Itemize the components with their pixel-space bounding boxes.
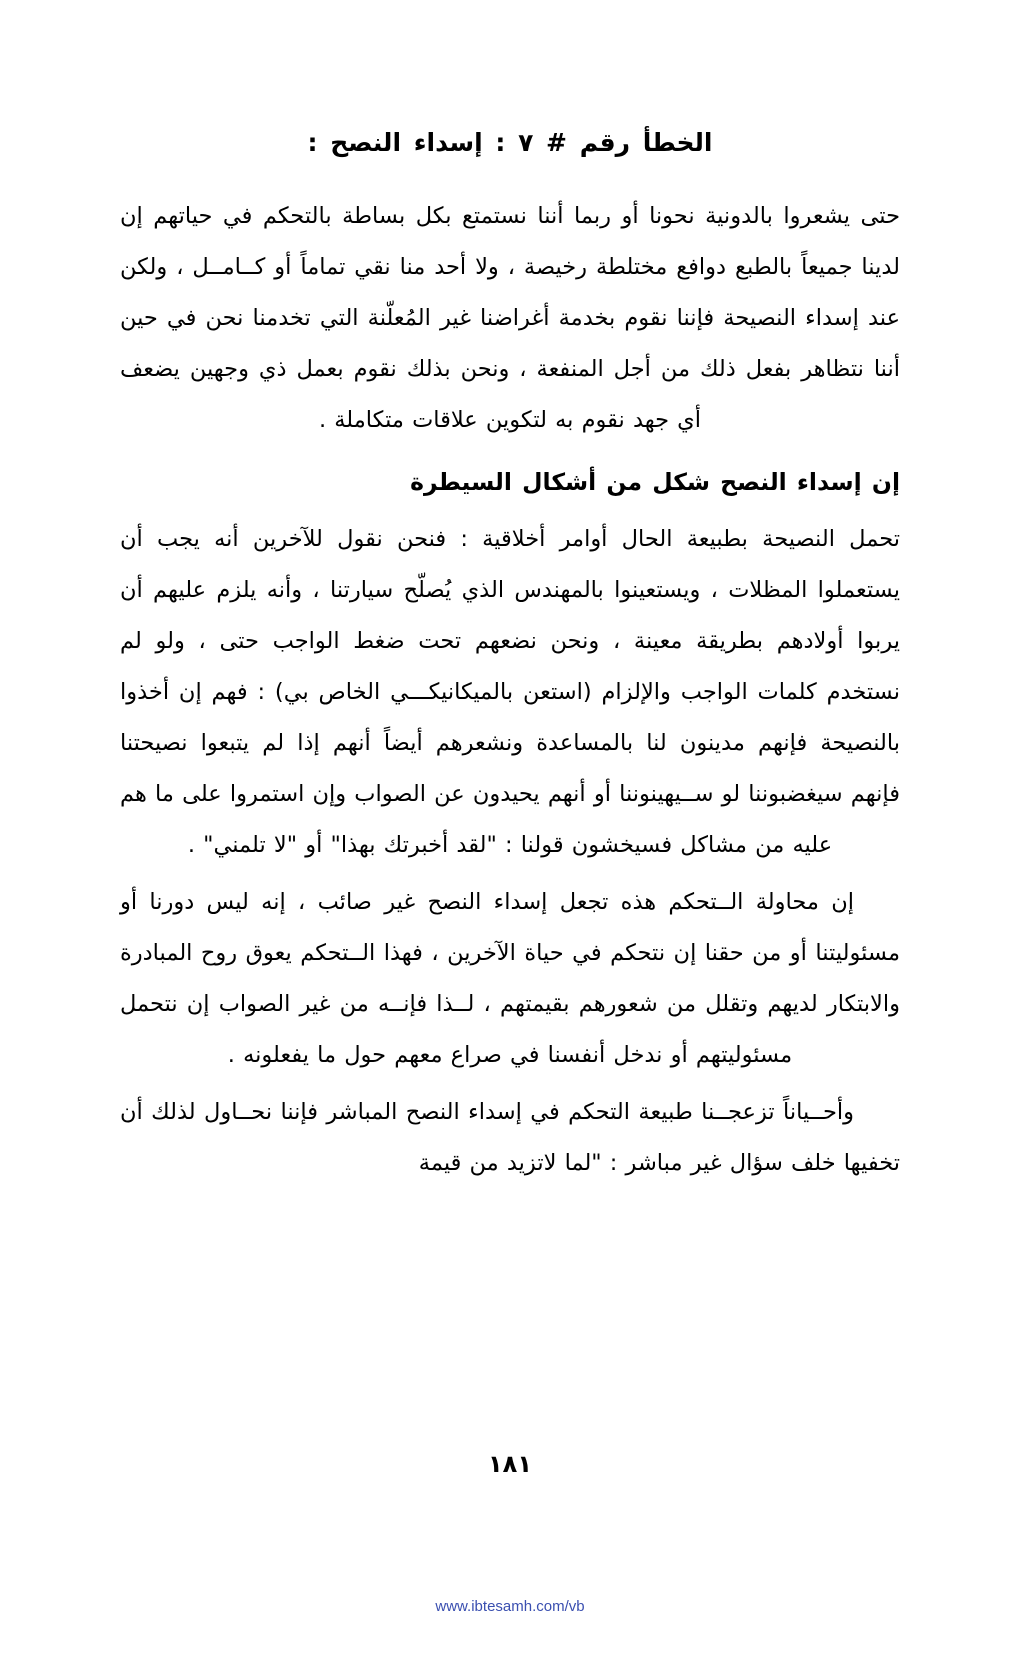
section-subheading: إن إسداء النصح شكل من أشكال السيطرة [410,468,900,496]
watermark-url: www.ibtesamh.com/vb [435,1598,585,1615]
page-content [120,128,900,1195]
page-title: الخطأ رقم # ٧ : إسداء النصح : [307,128,713,157]
body-paragraph-2: تحمل النصيحة بطبيعة الحال أوامر أخلاقية : فنحن نقول للآخرين أنه يجب أن يستعملوا المظلات ، ويستعينوا بالمهندس الذي يُصلّح سيارتنا ، وأنه يلزم عليهم أن يربوا أولادهم بطريقة معينة ، ونحن نضعهم تحت ضغط الواجب حتى ، ولو لم نستخدم كلمات الواجب والإلزام (استعن بالميكانيكـــي الخاص بي) : فهم إن أخذوا بالنصيحة فإنهم مدينون لنا بالمساعدة ونشعرهم أيضاً أنهم إذا لم يتبعوا نصيحتنا فإنهم سيغضبوننا لو ســيهينوننا أو أنهم يحيدون عن الصواب وإن استمروا على ما هم عليه من مشاكل فسيخشون قولنا : "لقد أخبرتك بهذا" أو "لا تلمني" . [120,526,900,858]
body-paragraph-4: وأحــياناً تزعجــنا طبيعة التحكم في إسداء النصح المباشر فإننا نحــاول لذلك أن تخفيها خلف سؤال غير مباشر : "لما لاتزيد من قيمة [120,1099,900,1176]
page-number: ١٨١ [488,1450,532,1478]
body-paragraph-3: إن محاولة الــتحكم هذه تجعل إسداء النصح غير صائب ، إنه ليس دورنا أو مسئوليتنا أو من حقنا إن نتحكم في حياة الآخرين ، فهذا الــتحكم يعوق روح المبادرة والابتكار لديهم وتقلل من شعورهم بقيمتهم ، لــذا فإنــه من غير الصواب إن نتحمل مسئوليتهم أو ندخل أنفسنا في صراع معهم حول ما يفعلونه . [120,889,900,1068]
body-paragraph-1: حتى يشعروا بالدونية نحونا أو ربما أننا نستمتع بكل بساطة بالتحكم في حياتهم إن لدينا جميعاً بالطبع دوافع مختلطة رخيصة ، ولا أحد منا نقي تماماً أو كــامــل ، ولكن عند إسداء النصيحة فإننا نقوم بخدمة أغراضنا غير المُعلّنة التي تخدمنا نحن في حين أننا نتظاهر بفعل ذلك من أجل المنفعة ، ونحن بذلك نقوم بعمل ذي وجهين يضعف أي جهد نقوم به لتكوين علاقات متكاملة . [120,203,900,433]
